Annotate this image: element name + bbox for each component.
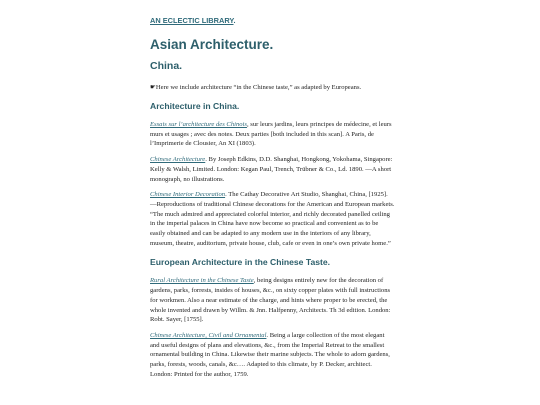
- entry-text: . By Joseph Edkins, D.D. Shanghai, Hongkong, Yokohama, Singapore: Kelly & Walsh, Limited. London: Kegan Paul, Trench, Trübner & Co., Ld. 1890. —A short monograph, no illustrations.: [150, 156, 393, 183]
- entry-title-link[interactable]: Rural Architecture in the Chinese Taste: [150, 277, 254, 285]
- pointing-hand-icon: ☛: [150, 84, 156, 91]
- entry-text: , being designs entirely new for the decoration of gardens, parks, forrests, insides of houses, &c., on sixty copper plates with full instructions for workmen. Also a near estimate of the charge, and hints where proper to be erected, the whole invented and drawn by Willm. & Jnn. Halfpenny, Architects. Th 3d edition. London: Robt. Sayer, [1755].: [150, 277, 391, 324]
- entry-title-link[interactable]: Chinese Interior Decoration: [150, 191, 226, 199]
- content-column: [150, 10, 395, 385]
- site-link[interactable]: AN ECLECTIC LIBRARY: [150, 16, 234, 25]
- list-item: [150, 331, 395, 380]
- entry-title-link[interactable]: Essais sur l’architecture des Chinois: [150, 121, 247, 128]
- site-link-line: [150, 10, 395, 28]
- intro-paragraph: [150, 83, 395, 92]
- page-title: Asian Architecture.: [150, 37, 274, 52]
- list-item: [150, 190, 395, 248]
- entry-text: , sur leurs jardins, leurs principes de médecine, et leurs murs et usages ; avec des notes. Deux parties [both included in this scan]. A Paris, de l’Imprimerie de Clousier, An XI (1803).: [150, 121, 392, 148]
- entry-text: . The Cathay Decorative Art Studio, Shanghai, China, [1925]. —Reproductions of traditional Chinese decorations for the American and European markets. “The much admired and appreciated colorful interior, and richly decorated panelled ceiling in the imperial palaces in China have now become so practical and convenient as to be easily obtained and can be adapted to any modern use in the interiors of any library, museum, theatre, auditorium, private house, club, cafe or even in one’s own private home.”: [150, 191, 395, 247]
- site-link-trailer: .: [233, 16, 236, 25]
- entry-text: . Being a large collection of the most elegant and useful designs of plans and elevations, &c., from the Imperial Retreat to the smallest ornamental building in China. Likewise their marine subjects. The whole to adorn gardens, parks, forests, woods, canals, &c…. Adapted to this climate, by P. Decker, architect. London: Printed for the author, 1759.: [150, 331, 390, 378]
- section-european: [150, 257, 395, 379]
- page-subtitle: China.: [150, 60, 183, 72]
- list-item: [150, 120, 395, 149]
- list-item: [150, 155, 395, 184]
- section-china: [150, 101, 395, 248]
- section-heading: European Architecture in the Chinese Taste.: [150, 257, 331, 268]
- entry-title-link[interactable]: Chinese Architecture: [150, 156, 206, 164]
- intro-text: Here we include architecture “in the Chinese taste,” as adapted by Europeans.: [155, 84, 362, 91]
- section-heading: Architecture in China.: [150, 101, 240, 111]
- entry-title-link[interactable]: Chinese Architecture, Civil and Ornamental: [150, 331, 267, 339]
- list-item: [150, 276, 395, 325]
